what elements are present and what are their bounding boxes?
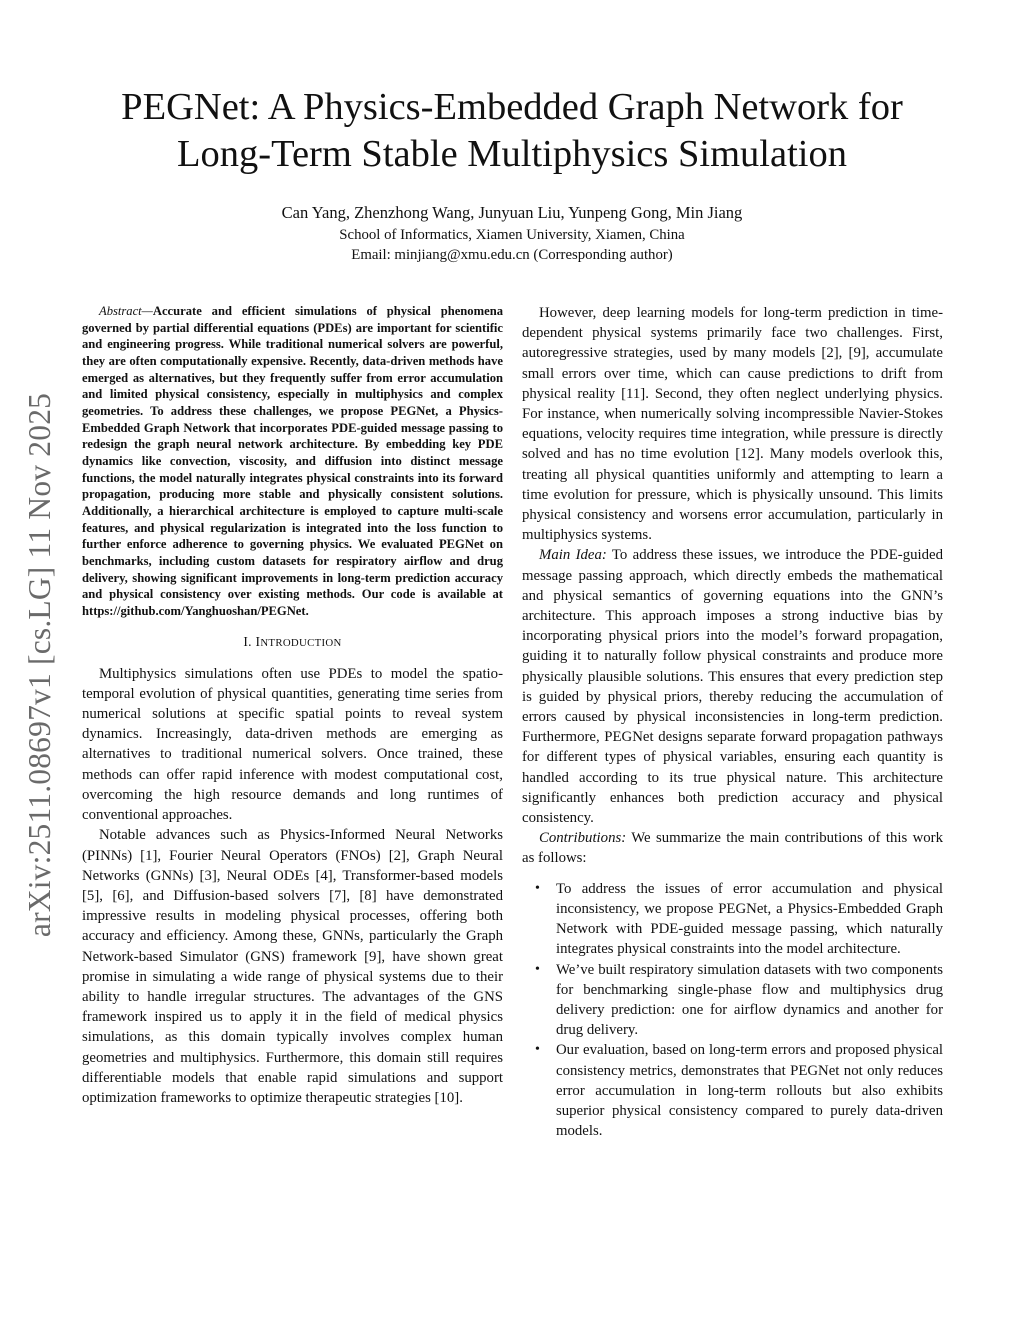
list-item	[522, 960, 943, 1041]
section-heading-introduction	[82, 632, 503, 653]
section-title: NTRODUCTION	[260, 637, 342, 650]
title-line-1: PEGNet: A Physics-Embedded Graph Network for	[121, 86, 903, 128]
contributions-text: We summarize the main contributions of this work as follows:	[522, 830, 943, 867]
list-item	[522, 879, 943, 960]
section-number: I. I	[243, 634, 261, 650]
intro-paragraph-2: Notable advances such as Physics-Informed Neural Networks (PINNs) [1], Fourier Neural Operators (FNOs) [2], Graph Neural Networks (GNNs) [3], Neural ODEs [4], Transformer-based models [5], [6], and Diffusion-based solvers [7], [8] have demonstrated impressive results in modeling physical processes, offering both accuracy and efficiency. Among these, GNNs, particularly the Graph Network-based Simulator (GNS) framework [9], have shown great promise in simulating a wide range of physical systems due to their ability to handle irregular structures. The advantages of the GNS framework inspired us to apply it in the field of medical physics simulations, as this domain typically involves complex human geometries and multiphysics. Furthermore, this domain still requires differentiable models that enable rapid simulations and support optimization frameworks to optimize therapeutic strategies [10].	[82, 827, 503, 1106]
arxiv-id: arXiv:2511.08697v1 [cs.LG] 11 Nov 2025	[22, 392, 58, 938]
main-idea-paragraph	[522, 545, 943, 828]
intro-paragraph-3: However, deep learning models for long-term prediction in time-dependent physical systems primarily face two challenges. First, autoregressive strategies, used by many models [2], [9], accumulate small errors over time, which can cause predictions to drift from physical reality [11]. Second, they often neglect underlying physics. For instance, when numerically solving incompressible Navier-Stokes equations, velocity requires time integration, while pressure is directly solved and has no time evolution [12]. Many models overlook this, treating all physical quantities uniformly and attempting to learn a time evolution for pressure, which is physically unsound. This limits physical consistency and worsens error accumulation, particularly in multiphysics systems.	[522, 305, 943, 544]
author-list: Can Yang, Zhenzhong Wang, Junyuan Liu, Yunpeng Gong, Min Jiang	[281, 203, 743, 222]
left-column	[82, 303, 503, 1108]
list-item-text: To address the issues of error accumulation and physical inconsistency, we propose PEGNet, a Physics-Embedded Graph Network with PDE-guided message passing, which naturally integrates physical constraints into the model architecture.	[556, 880, 943, 958]
main-idea-text: To address these issues, we introduce the PDE-guided message passing approach, which directly embeds the mathematical and physical semantics of governing equations into the GNN’s architecture. This approach imposes a strong inductive bias by incorporating physical priors into the model’s forward propagation, guiding it to naturally follow physical constraints and produce more physically plausible solutions. This ensures that every prediction step is guided by physical priors, thereby reducing the accumulation of errors caused by physical inconsistencies in long-term prediction. Furthermore, PEGNet designs separate forward propagation pathways for different types of physical variables, ensuring each quantity is handled according to its true physical nature. This architecture significantly enhances both prediction accuracy and physical consistency.	[522, 547, 943, 827]
paper-title	[60, 84, 964, 178]
intro-paragraph-1: Multiphysics simulations often use PDEs to model the spatio-temporal evolution of physical quantities, generating time series from numerical solutions at specific spatial points to reveal system dynamics. Increasingly, data-driven methods are emerging as alternatives to traditional numerical solvers. Once trained, these methods can offer rapid inference with modest computational cost, overcoming the high resource demands and long runtimes of conventional approaches.	[82, 665, 503, 824]
affiliation: School of Informatics, Xiamen University, Xiamen, China	[339, 227, 685, 243]
contributions-list	[522, 879, 943, 1142]
contributions-paragraph	[522, 828, 943, 868]
right-column	[522, 303, 943, 1141]
list-item-text: We’ve built respiratory simulation datasets with two components for benchmarking single-phase flow and multiphysics drug delivery prediction: one for airflow dynamics and another for drug delivery.	[556, 961, 943, 1039]
list-item-text: Our evaluation, based on long-term errors and proposed physical consistency metrics, demonstrates that PEGNet not only reduces error accumulation in long-term rollouts but also exhibits superior physical consistency compared to purely data-driven models.	[556, 1042, 943, 1140]
bullet-icon: •	[535, 1042, 540, 1058]
main-idea-label: Main Idea:	[539, 547, 607, 564]
arxiv-watermark	[10, 370, 70, 960]
bullet-icon: •	[535, 880, 540, 896]
email-line: Email: minjiang@xmu.edu.cn (Corresponding author)	[351, 247, 673, 263]
title-line-2: Long-Term Stable Multiphysics Simulation	[177, 133, 847, 175]
list-item	[522, 1040, 943, 1141]
abstract	[82, 303, 503, 619]
abstract-lead: Abstract—	[99, 304, 153, 318]
bullet-icon: •	[535, 961, 540, 977]
contributions-label: Contributions:	[539, 830, 627, 847]
abstract-text: Accurate and efficient simulations of physical phenomena governed by partial differential equations (PDEs) are important for scientific and engineering progress. While traditional numerical solvers are powerful, they are often computationally expensive. Recently, data-driven methods have emerged as alternatives, but they frequently suffer from error accumulation and limited physical consistency, especially in multiphysics and complex geometries. To address these challenges, we propose PEGNet, a Physics-Embedded Graph Network that incorporates PDE-guided message passing to redesign the graph neural network architecture. By embedding key PDE dynamics like convection, viscosity, and diffusion into distinct message functions, the model naturally integrates physical constraints into its forward propagation, producing more stable and physically consistent solutions. Additionally, a hierarchical architecture is employed to capture multi-scale features, and physical regularization is integrated into the loss function to further enforce adherence to governing physics. We evaluated PEGNet on benchmarks, including custom datasets for respiratory airflow and drug delivery, showing significant improvements in long-term prediction accuracy and physical consistency over existing methods. Our code is available at https://github.com/Yanghuoshan/PEGNet.	[82, 304, 503, 618]
